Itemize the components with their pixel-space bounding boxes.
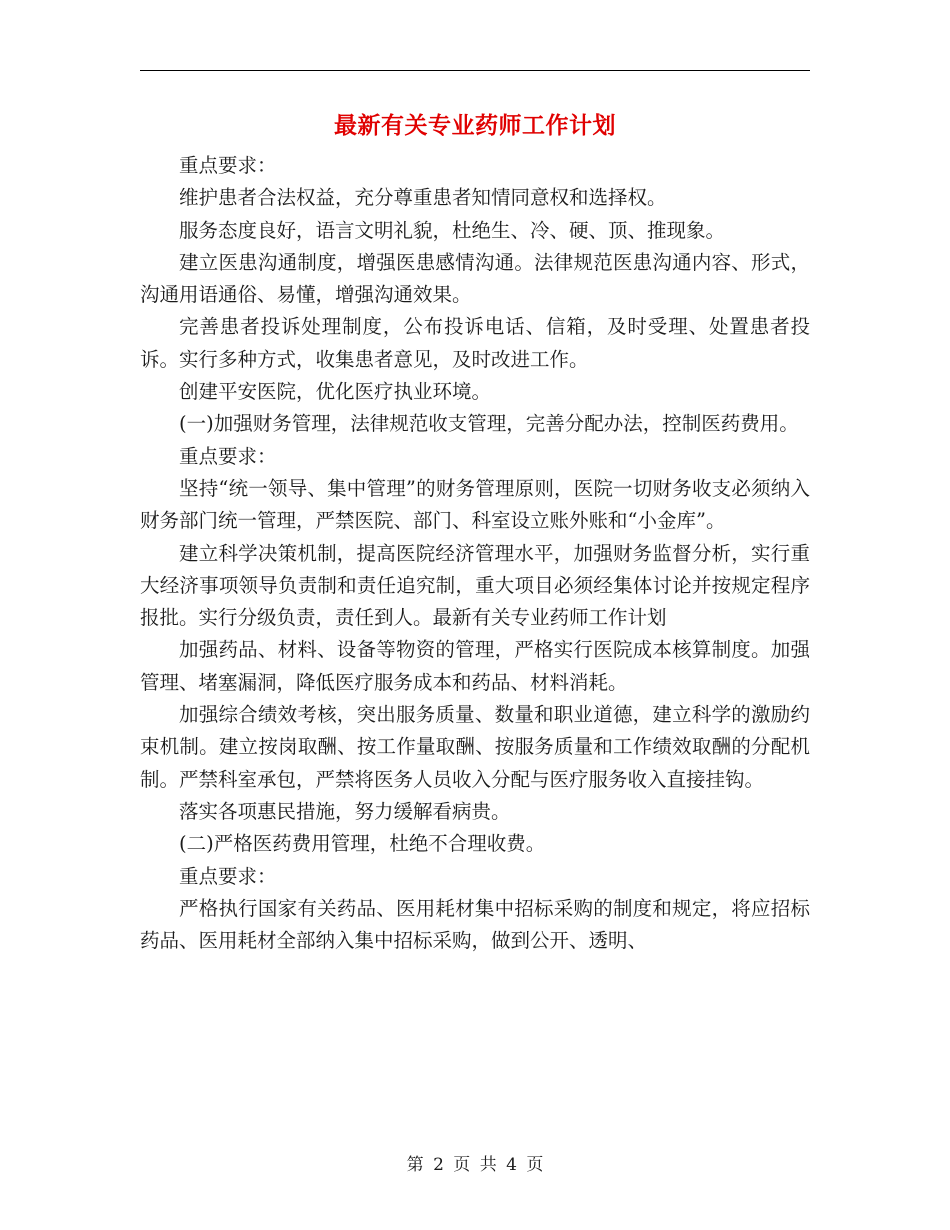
paragraph: 建立医患沟通制度，增强医患感情沟通。法律规范医患沟通内容、形式，沟通用语通俗、易懂，增强沟通效果。 [140,250,810,307]
paragraph: 重点要求： [179,864,277,888]
paragraph: 严格执行国家有关药品、医用耗材集中招标采购的制度和规定，将应招标药品、医用耗材全部纳入集中招标采购，做到公开、透明、 [140,896,810,953]
paragraph: (一)加强财务管理，法律规范收支管理，完善分配办法，控制医药费用。 [179,412,799,436]
paragraph: 加强综合绩效考核，突出服务质量、数量和职业道德，建立科学的激励约束机制。建立按岗取酬、按工作量取酬、按服务质量和工作绩效取酬的分配机制。严禁科室承包，严禁将医务人员收入分配与医疗服务收入直接挂钩。 [140,703,810,791]
paragraph: 维护患者合法权益，充分尊重患者知情同意权和选择权。 [179,186,667,210]
paragraph: 加强药品、材料、设备等物资的管理，严格实行医院成本核算制度。加强管理、堵塞漏洞，降低医疗服务成本和药品、材料消耗。 [140,638,810,694]
paragraph: 重点要求： [179,444,277,468]
document-title: 最新有关专业药师工作计划 [334,113,616,139]
paragraph: (二)严格医药费用管理，杜绝不合理收费。 [179,832,546,856]
page-footer: 第 2 页 共 4 页 [406,1155,544,1175]
document-body [140,150,810,957]
paragraph: 落实各项惠民措施，努力缓解看病贵。 [179,799,511,823]
paragraph: 重点要求： [179,154,277,177]
paragraph: 创建平安医院，优化医疗执业环境。 [179,380,492,404]
header-rule [140,70,810,71]
paragraph: 坚持“统一领导、集中管理”的财务管理原则，医院一切财务收支必须纳入财务部门统一管理，严禁医院、部门、科室设立账外账和“小金库”。 [140,476,810,533]
paragraph: 建立科学决策机制，提高医院经济管理水平，加强财务监督分析，实行重大经济事项领导负责制和责任追究制，重大项目必须经集体讨论并按规定程序报批。实行分级负责，责任到人。最新有关专业药师工作计划 [140,541,810,630]
paragraph: 完善患者投诉处理制度，公布投诉电话、信箱，及时受理、处置患者投诉。实行多种方式，收集患者意见，及时改进工作。 [140,315,810,371]
paragraph: 服务态度良好，语言文明礼貌，杜绝生、冷、硬、顶、推现象。 [179,218,726,242]
